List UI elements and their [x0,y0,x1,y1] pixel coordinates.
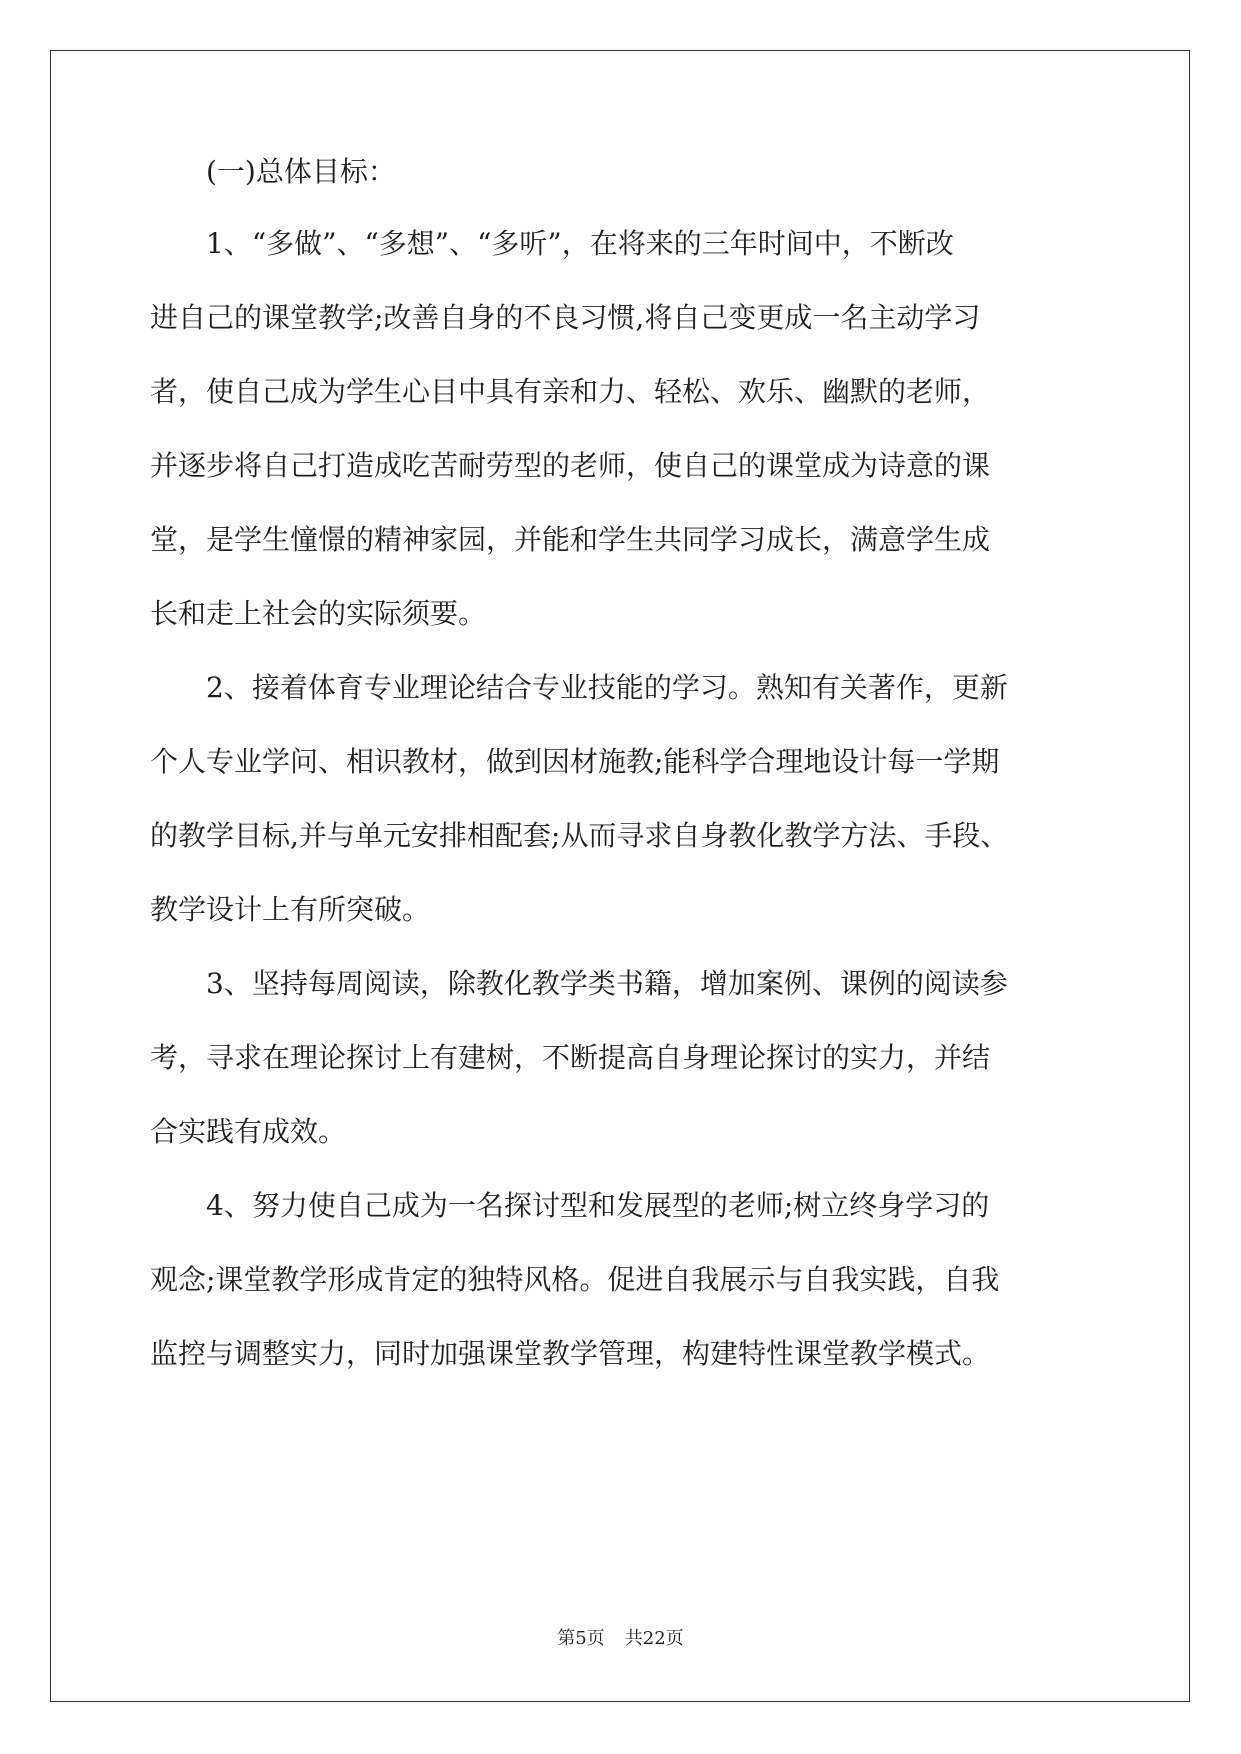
paragraph-1-line-2: 进自己的课堂教学;改善自身的不良习惯,将自己变更成一名主动学习 [150,301,981,334]
paragraph-4-line-3: 监控与调整实力，同时加强课堂教学管理，构建特性课堂教学模式。 [150,1337,991,1370]
paragraph-1-line-3: 者，使自己成为学生心目中具有亲和力、轻松、欢乐、幽默的老师， [150,375,991,408]
paragraph-1-line-1: 1、“多做”、“多想”、“多听”，在将来的三年时间中，不断改 [206,227,954,260]
paragraph-1-line-4: 并逐步将自己打造成吃苦耐劳型的老师，使自己的课堂成为诗意的课 [150,449,991,482]
paragraph-1-line-5: 堂，是学生憧憬的精神家园，并能和学生共同学习成长，满意学生成 [150,523,991,556]
page-number: 第5页 [557,1628,605,1649]
paragraph-3-line-2: 考，寻求在理论探讨上有建树，不断提高自身理论探讨的实力，并结 [150,1041,991,1074]
paragraph-3-line-3: 合实践有成效。 [150,1115,347,1148]
paragraph-2-line-1: 2、接着体育专业理论结合专业技能的学习。熟知有关著作，更新 [206,671,1008,704]
paragraph-3-line-1: 3、坚持每周阅读，除教化教学类书籍，增加案例、课例的阅读参 [206,967,1008,1000]
section-heading: (一)总体目标： [206,155,396,188]
page-footer [0,1627,1241,1651]
paragraph-2-line-3: 的教学目标,并与单元安排相配套;从而寻求自身教化教学方法、手段、 [150,819,1009,852]
paragraph-1-line-6: 长和走上社会的实际须要。 [150,597,487,630]
page-total: 共22页 [624,1628,684,1649]
paragraph-4-line-1: 4、努力使自己成为一名探讨型和发展型的老师;树立终身学习的 [206,1189,990,1222]
paragraph-2-line-2: 个人专业学问、相识教材，做到因材施教;能科学合理地设计每一学期 [150,745,1000,778]
paragraph-4-line-2: 观念;课堂教学形成肯定的独特风格。促进自我展示与自我实践，自我 [150,1263,1000,1296]
paragraph-2-line-4: 教学设计上有所突破。 [150,893,431,926]
